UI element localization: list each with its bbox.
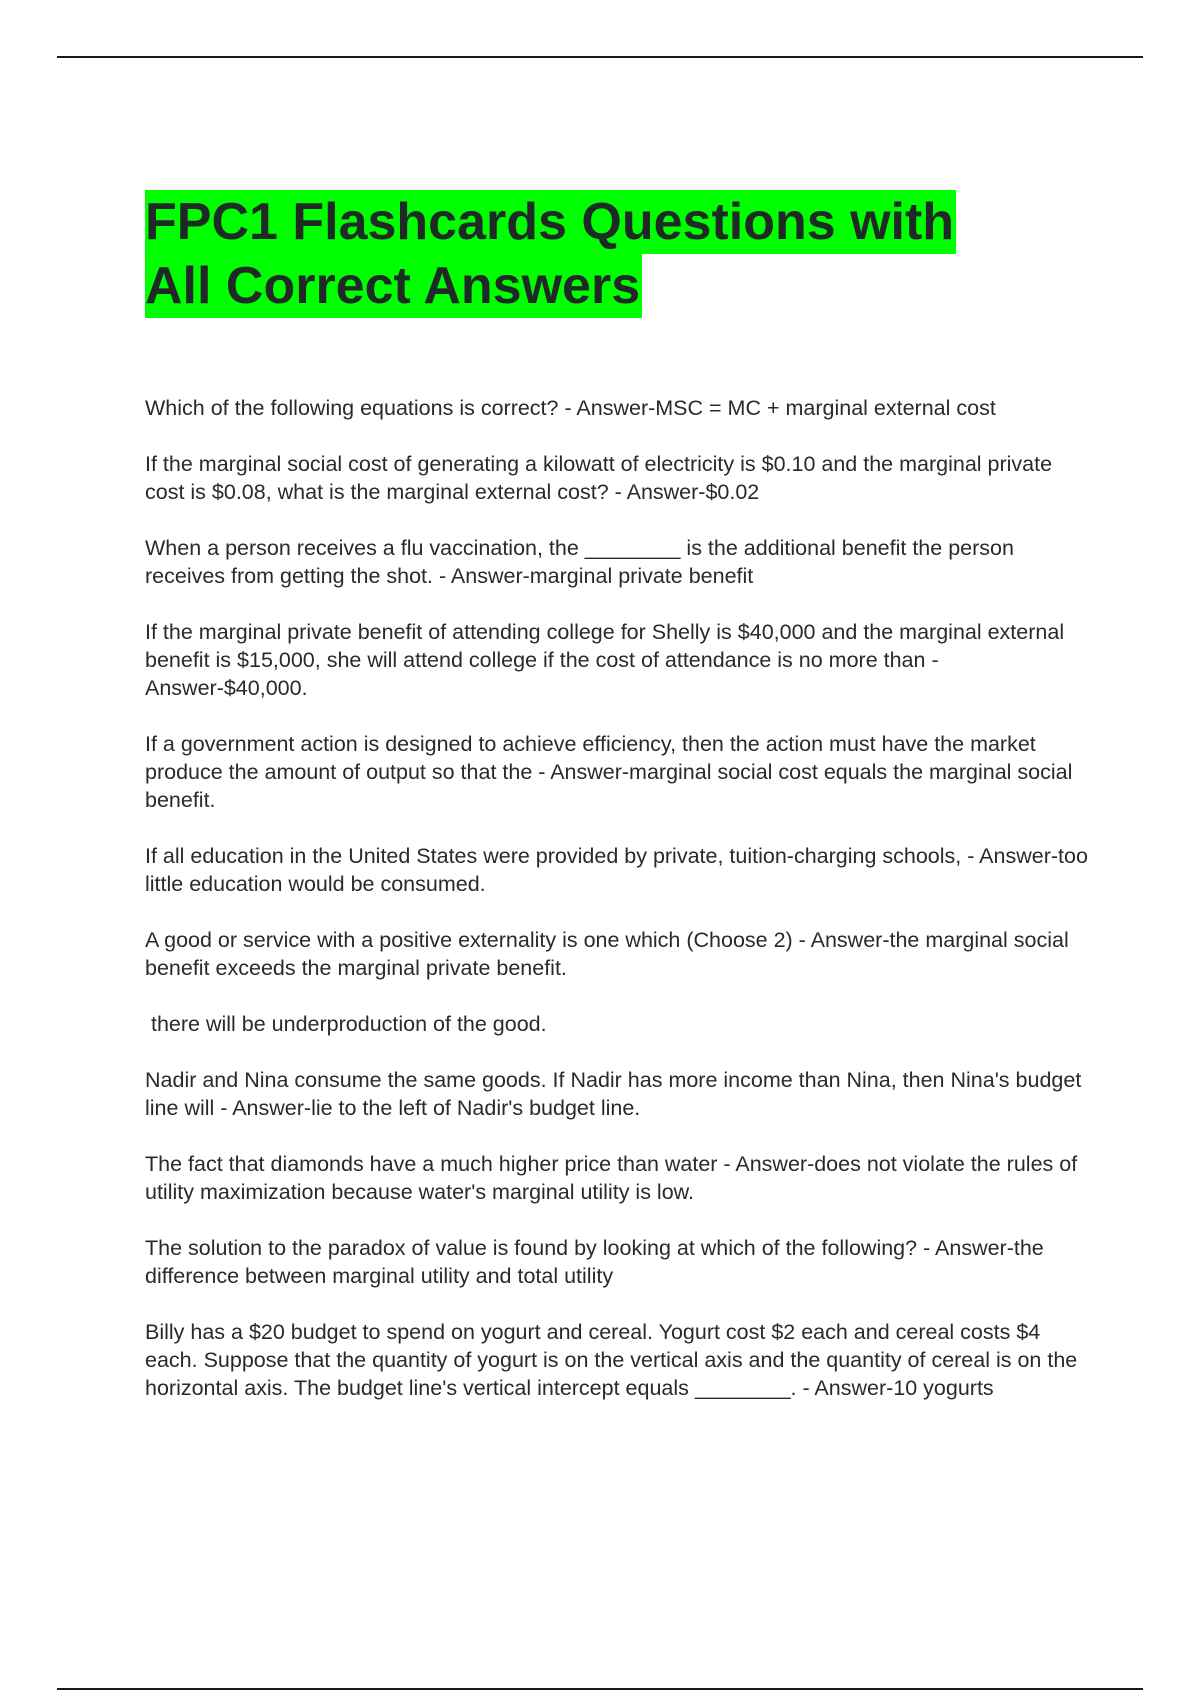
top-rule [57, 56, 1143, 58]
flashcard-entry: Which of the following equations is correct? - Answer-MSC = MC + marginal external cost [145, 396, 996, 420]
title-line-1: FPC1 Flashcards Questions with [145, 190, 956, 254]
flashcard-entry: The solution to the paradox of value is found by looking at which of the following? - Answer-the difference between marginal utility and total utility [145, 1236, 1050, 1288]
bottom-rule [57, 1688, 1143, 1690]
flashcard-entry: If all education in the United States were provided by private, tuition-charging schools, - Answer-too little education would be consumed. [145, 844, 1094, 896]
flashcard-entry: If a government action is designed to achieve efficiency, then the action must have the market produce the amount of output so that the - Answer-marginal social cost equals the marginal social benefit. [145, 732, 1079, 812]
flashcard-entry: there will be underproduction of the good. [145, 1012, 547, 1036]
flashcard-entry: When a person receives a flu vaccination, the ________ is the additional benefit the person receives from getting the shot. - Answer-marginal private benefit [145, 536, 1020, 588]
flashcard-entry: A good or service with a positive externality is one which (Choose 2) - Answer-the marginal social benefit exceeds the marginal private benefit. [145, 928, 1075, 980]
flashcard-entry: Nadir and Nina consume the same goods. If Nadir has more income than Nina, then Nina's budget line will - Answer-lie to the left of Nadir's budget line. [145, 1068, 1088, 1120]
flashcard-entry: Billy has a $20 budget to spend on yogurt and cereal. Yogurt cost $2 each and cereal costs $4 each. Suppose that the quantity of yogurt is on the vertical axis and the quantity of cereal is on the horizontal axis. The budget line's vertical intercept equals ________. - Answer-10 yogurts [145, 1320, 1084, 1400]
flashcard-entry: If the marginal social cost of generating a kilowatt of electricity is $0.10 and the marginal private cost is $0.08, what is the marginal external cost? - Answer-$0.02 [145, 452, 1059, 504]
title-line-2: All Correct Answers [145, 254, 642, 318]
document-title [145, 190, 1045, 318]
flashcard-entry: If the marginal private benefit of attending college for Shelly is $40,000 and the marginal external benefit is $15,000, she will attend college if the cost of attendance is no more than - Answer-$40,000. [145, 620, 1071, 700]
flashcard-list [145, 394, 1095, 1430]
flashcard-entry: The fact that diamonds have a much higher price than water - Answer-does not violate the rules of utility maximization because water's marginal utility is low. [145, 1152, 1084, 1204]
